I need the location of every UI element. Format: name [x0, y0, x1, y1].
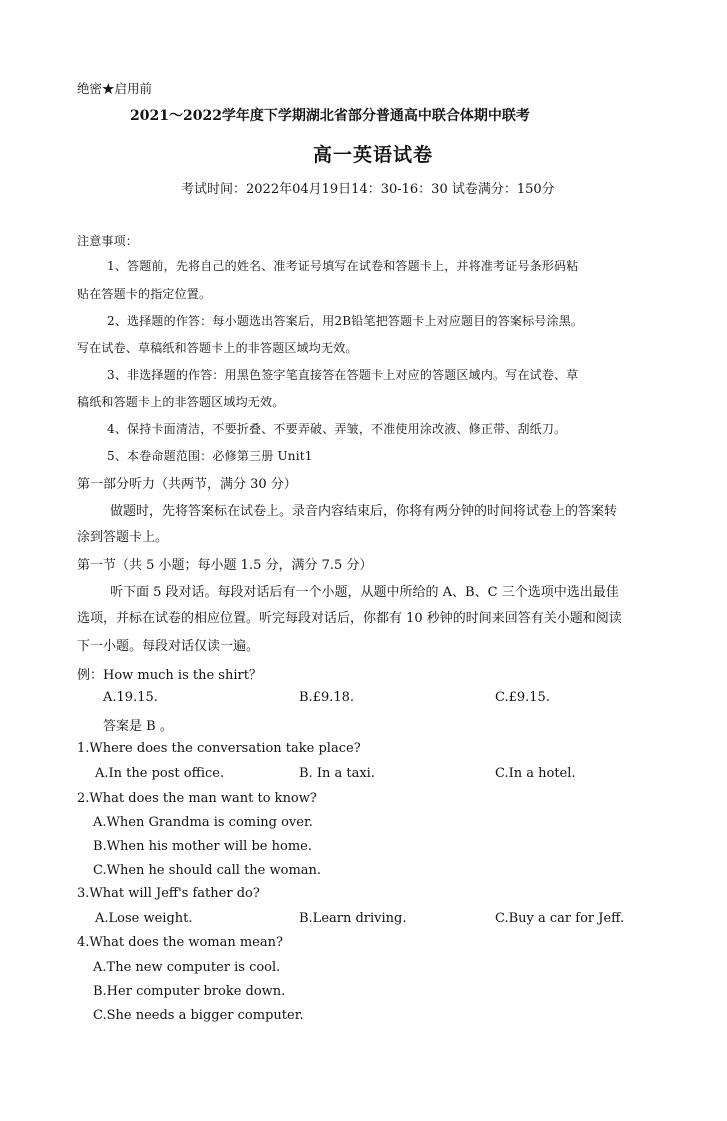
question-2-option-a: A.When Grandma is coming over.: [93, 815, 313, 830]
notice-item-1-line-2: 贴在答题卡的指定位置。: [77, 287, 212, 301]
question-2-option-c: C.When he should call the woman.: [93, 863, 322, 878]
notice-item-2-line-1: 2、选择题的作答：每小题选出答案后，用2B铅笔把答题卡上对应题目的答案标号涂黑。: [107, 314, 584, 328]
confidential-mark: 绝密★启用前: [77, 81, 153, 96]
example-option-a: A.19.15.: [103, 690, 158, 705]
question-4-option-c: C.She needs a bigger computer.: [93, 1008, 304, 1023]
example-question: 例：How much is the shirt？: [77, 668, 262, 683]
example-answer: 答案是 B 。: [103, 719, 173, 734]
question-1-stem: 1.Where does the conversation take place?: [77, 741, 361, 756]
exam-name: 2021～2022学年度下学期湖北省部分普通高中联合体期中联考: [130, 108, 530, 124]
exam-info: 考试时间：2022年04月19日14：30-16：30 试卷满分：150分: [181, 182, 555, 197]
paper-title: 高一英语试卷: [313, 144, 434, 166]
question-3-option-b: B.Learn driving.: [299, 911, 407, 926]
notice-item-1-line-1: 1、答题前，先将自己的姓名、准考证号填写在试卷和答题卡上，并将准考证号条形码粘: [107, 259, 579, 273]
part1-instruction-line-1: 做题时，先将答案标在试卷上。录音内容结束后，你将有两分钟的时间将试卷上的答案转: [110, 504, 618, 519]
notice-item-5: 5、本卷命题范围：必修第三册 Unit1: [107, 449, 313, 463]
question-2-stem: 2.What does the man want to know?: [77, 791, 317, 806]
notice-item-3-line-1: 3、非选择题的作答：用黑色签字笔直接答在答题卡上对应的答题区域内。写在试卷、草: [107, 368, 579, 382]
notice-heading: 注意事项：: [77, 234, 139, 248]
question-4-option-b: B.Her computer broke down.: [93, 984, 286, 999]
question-4-option-a: A.The new computer is cool.: [93, 960, 281, 975]
example-option-c: C.£9.15.: [495, 690, 550, 705]
question-3-option-c: C.Buy a car for Jeff.: [495, 911, 625, 926]
notice-item-2-line-2: 写在试卷、草稿纸和答题卡上的非答题区域均无效。: [77, 341, 358, 355]
question-2-option-b: B.When his mother will be home.: [93, 839, 312, 854]
question-3-option-a: A.Lose weight.: [95, 911, 193, 926]
question-1-option-b: B. In a taxi.: [299, 766, 375, 781]
question-1-option-c: C.In a hotel.: [495, 766, 576, 781]
section1-instruction-line-3: 下一小题。每段对话仅读一遍。: [77, 639, 260, 654]
part1-instruction-line-2: 涂到答题卡上。: [77, 530, 169, 545]
section1-heading: 第一节（共 5 小题；每小题 1.5 分，满分 7.5 分）: [77, 558, 373, 573]
question-1-option-a: A.In the post office.: [95, 766, 225, 781]
example-option-b: B.£9.18.: [299, 690, 355, 705]
question-4-stem: 4.What does the woman mean?: [77, 935, 283, 950]
section1-instruction-line-1: 听下面 5 段对话。每段对话后有一个小题，从题中所给的 A、B、C 三个选项中选出最佳: [110, 585, 619, 600]
part1-heading: 第一部分听力（共两节，满分 30 分）: [77, 477, 297, 492]
notice-item-4: 4、保持卡面清洁，不要折叠、不要弄破、弄皱，不准使用涂改液、修正带、刮纸刀。: [107, 422, 567, 436]
notice-item-3-line-2: 稿纸和答题卡上的非答题区域均无效。: [77, 395, 285, 409]
section1-instruction-line-2: 选项，并标在试卷的相应位置。听完每段对话后，你都有 10 秒钟的时间来回答有关小题和阅读: [77, 611, 622, 626]
question-3-stem: 3.What will Jeff's father do?: [77, 886, 260, 901]
